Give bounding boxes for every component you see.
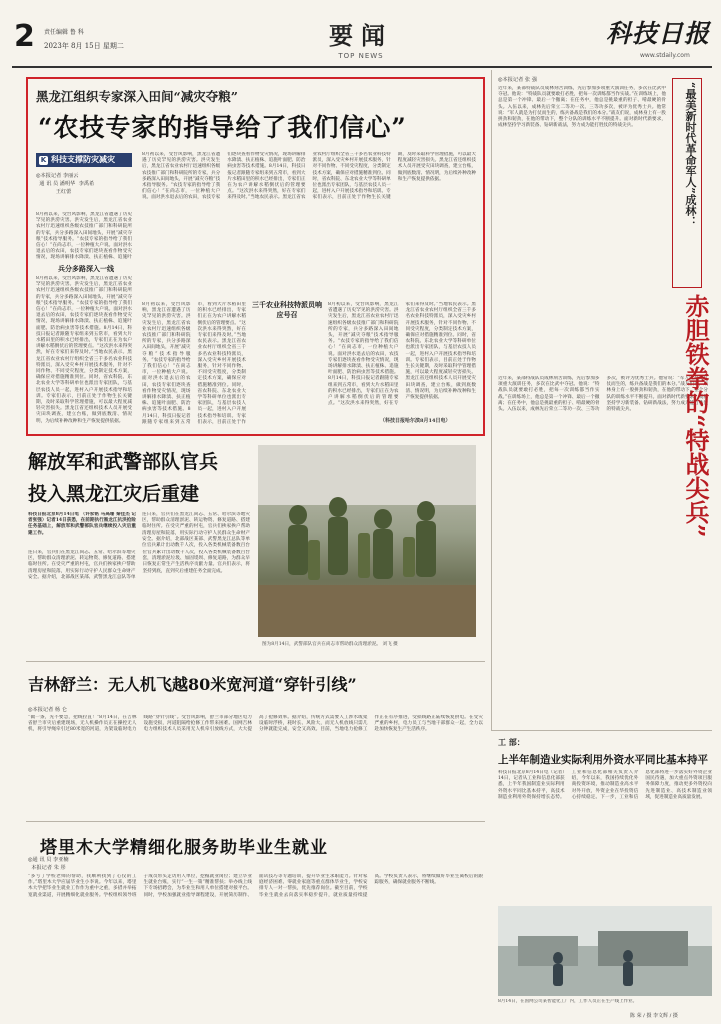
lead-body-lower-right: 8月初以来，受台风影响，黑龙江省遭遇了历史罕见的洪涝灾害。洪灾发生后，黑龙江省农业农村厅迅速组织各级农技推广部门和科研院所的专家，兵分多路深入田间地头，开展“减灾夺粮”技术指导服务。“农技专家的指导给了我们信心！”在尚志市，一位种植大户说。面对洪水退去后的农田，农技专家们逐块查看作物受灾情况，现场讲解排水降渍、扶正植株、追施叶面肥、防治病虫害等技术措施。8月14日，科技日报记者跟随专家组来到五常市，看到大片水稻田里的积水已经排出，专家们正在为农户讲解水稻倒伏后的管理要点。“这次洪水来得突然，好在专家们来得及时。”当地农民表示。黑龙江省农业农村厅组织全省三千多名农业科技特派员，深入受灾乡村开展技术服务，针对不同作物、不同受灾程度，分类制定技术方案，确保应对措施精准到位。同时，省农科院、东北农业大学等科研单位也派出专家团队，与基层农技人员一起，进村入户开展技术指导和培训。专家们表示，目前正处于作物生长关键期，及时采取科学管理措施，可以最大程度减轻灾害损失。黑龙江省还组织技术人员开展受灾田块调查，建立台账，做到底数清、情况明，为后续补种改种和生产恢复提供依据。 (328, 302, 476, 407)
k-logo-icon: K (40, 156, 47, 164)
topic-badge-label: 科技支撑防灾减灾 (51, 155, 115, 164)
shulan-body: “做一条，先不要急，把线拉直！”8月14日，在吉林省舒兰市灾后重建现场，无人机操作员正在操控无人机，将引导绳牵引过80米宽的河道，为架设临时电力线路“穿针引线”。受台风影响，舒兰市部分地区电力设施受损，河道阻隔给抢修工作带来困难。国网吉林电力组织技术人员采用无人机牵引放线方式，大大提高了抢修效率。据介绍，传统方式需要人工涉水或架设临时浮桥，耗时长、风险大，而无人机放线只需几分钟就能完成，安全又高效。目前，当地电力抢修工作正在有序推进，受损线路正陆续恢复供电。在受灾严重的乡村，电力员工与当地干部群众一起，全力以赴加快恢复生产生活秩序。 (28, 715, 483, 733)
lead-body: 8月初以来，受台风影响，黑龙江省遭遇了历史罕见的洪涝灾害。洪灾发生后，黑龙江省农业农村厅迅速组织各级农技推广部门和科研院所的专家，兵分多路深入田间地头，开展“减灾夺粮”技术指导服务。“农技专家的指导给了我们信心！”在尚志市，一位种植大户说。面对洪水退去后的农田，农技专家们逐块查看作物受灾情况，现场讲解排水降渍、扶正植株、追施叶面肥、防治病虫害等技术措施。8月14日，科技日报记者跟随专家组来到五常市，看到大片水稻田里的积水已经排出，专家们正在为农户讲解水稻倒伏后的管理要点。“这次洪水来得突然，好在专家们来得及时。”当地农民表示。黑龙江省农业农村厅组织全省三千多名农业科技特派员，深入受灾乡村开展技术服务，针对不同作物、不同受灾程度，分类制定技术方案，确保应对措施精准到位。同时，省农科院、东北农业大学等科研单位也派出专家团队，与基层农技人员一起，进村入户开展技术指导和培训。专家们表示，目前正处于作物生长关键期，及时采取科学管理措施，可以最大程度减轻灾害损失。黑龙江省还组织技术人员开展受灾田块调查，建立台账，做到底数清、情况明，为后续补种改种和生产恢复提供依据。 (142, 152, 476, 201)
pla-body: 连日来，官兵们在黑龙江尚志、五常、哈尔滨等地灾区，帮助群众清理淤泥、转运物资、修复道路、搭建临时住所。在受灾严重的村屯，官兵们挨家挨户帮助清理房屋和院落，用实际行动守护人民群众生命财产安全。据介绍，北部战区某部、武警黑龙江总队等单位官兵累计出动数千人次，投入各类机械装备数百台套，清理淤泥垃圾、加固堤坝、修复道路，为群众早日恢复正常生产生活秩序贡献力量。官兵们表示，将坚持到底，直到灾后重建任务全面完成。 (28, 550, 250, 580)
mfg-headline: 上半年制造业实际利用外资水平同比基本持平 (498, 754, 708, 766)
tarim-body: “多亏了学校老师的帮助，我顺利找到了心仪的工作。”塔里木大学应届毕业生小李说。今年以来，塔里木大学把毕业生就业工作作为重中之重，多措并举拓宽就业渠道，开展精细化就业服务。学校组织领导班子成员带头走访用人单位，挖掘就业岗位；建立毕业生就业台账，实行“一生一策”精准帮扶；举办线上线下专场招聘会，为毕业生和用人单位搭建对接平台。同时，学校加强就业指导课程建设，开展简历制作、面试技巧等专题培训，提升毕业生求职能力。针对家庭经济困难、零就业家庭等重点群体毕业生，学校安排专人一对一帮扶，优先推荐岗位。截至目前，学校毕业生就业去向落实率稳步提升，就业质量持续提高。学校负责人表示，将继续做好毕业生离校后的跟踪服务，确保就业服务不断线。 (28, 874, 483, 898)
sidebar-byline: ◎本报记者 张 强 (498, 77, 537, 83)
section-title: 要闻 (329, 21, 393, 50)
factory-photo-caption: 8月14日，在国网公司某智能化工厂内，工作人员正在生产线上作业。 (498, 999, 638, 1004)
divider-a3 (26, 661, 485, 662)
paper-url: www.stdaily.com (640, 52, 690, 59)
divider-a5 (26, 821, 485, 822)
topic-badge (36, 153, 132, 167)
shulan-byline: ◎本报记者 杨 仑 (28, 707, 67, 713)
lead-byline: ◎本报记者 李丽云 通 讯 员 潘明华 李禹希 王红蕾 (36, 173, 95, 195)
lead-col-1b: 8月初以来，受台风影响，黑龙江省遭遇了历史罕见的洪涝灾害。洪灾发生后，黑龙江省农业农村厅迅速组织各级农技推广部门和科研院所的专家，兵分多路深入田间地头，开展“减灾夺粮”技术指导服务。“农技专家的指导给了我们信心！”在尚志市，一位种植大户说。面对洪水退去后的农田，农技专家们逐块查看作物受灾情况，现场讲解排水降渍、扶正植株、追施叶面肥、防治病虫害等技术措施。8月14日，科技日报记者跟随专家组来到五常市，看到大片水稻田里的积水已经排出，专家们正在为农户讲解水稻倒伏后的管理要点。“这次洪水来得突然，好在专家们来得及时。”当地农民表示。黑龙江省农业农村厅组织全省三千多名农业科技特派员，深入受灾乡村开展技术服务，针对不同作物、不同受灾程度，分类制定技术方案，确保应对措施精准到位。同时，省农科院、东北农业大学等科研单位也派出专家团队，与基层农技人员一起，进村入户开展技术指导和培训。专家们表示，目前正处于作物生长关键期，及时采取科学管理措施，可以最大程度减轻灾害损失。黑龙江省还组织技术人员开展受灾田块调查，建立台账，做到底数清、情况明，为后续补种改种和生产恢复提供依据。 (36, 276, 132, 424)
divider-a4 (491, 730, 712, 731)
lead-kicker: 黑龙江组织专家深入田间“减灾夺粮” (36, 89, 238, 104)
tarim-byline: ◎通 讯 员 李亚楠 本报记者 朱 彤 (28, 857, 69, 871)
lead-subhead-2: 三千农业科技特派员响应号召 (252, 300, 322, 319)
lead-body-lower-left: 8月初以来，受台风影响，黑龙江省遭遇了历史罕见的洪涝灾害。洪灾发生后，黑龙江省农业农村厅迅速组织各级农技推广部门和科研院所的专家，兵分多路深入田间地头，开展“减灾夺粮”技术指导服务。“农技专家的指导给了我们信心！”在尚志市，一位种植大户说。面对洪水退去后的农田，农技专家们逐块查看作物受灾情况，现场讲解排水降渍、扶正植株、追施叶面肥、防治病虫害等技术措施。8月14日，科技日报记者跟随专家组来到五常市，看到大片水稻田里的积水已经排出，专家们正在为农户讲解水稻倒伏后的管理要点。“这次洪水来得突然，好在专家们来得及时。”当地农民表示。黑龙江省农业农村厅组织全省三千多名农业科技特派员，深入受灾乡村开展技术服务，针对不同作物、不同受灾程度，分类制定技术方案，确保应对措施精准到位。同时，省农科院、东北农业大学等科研单位也派出专家团队，与基层农技人员一起，进村入户开展技术指导和培训。专家们表示，目前正处于作 (142, 302, 246, 425)
pla-byline: 科技日报北京8月14日电 （许家铭 马高珊 秦佳杰 记者张强）记者14日获悉，在前期执行黑龙江抗洪抢险任务基础上，解放军和武警部队官兵继续投入灾后重建工作。 (28, 512, 136, 536)
tarim-headline: 塔里木大学精细化服务助毕业生就业 (40, 838, 328, 858)
masthead-logo: 科技日报 (606, 19, 711, 48)
soldiers-illustration (258, 445, 476, 637)
lead-col-1: 8月初以来，受台风影响，黑龙江省遭遇了历史罕见的洪涝灾害。洪灾发生后，黑龙江省农业农村厅迅速组织各级农技推广部门和科研院所的专家，兵分多路深入田间地头，开展“减灾夺粮”技术指导服务。“农技专家的指导给了我们信心！”在尚志市，一位种植大户说。面对洪水退去后的农田，农技专家们逐块查看作物受灾情况，现场讲解排水降渍、扶正植株、追施叶 (36, 212, 132, 260)
pla-headline-2: 投入黑龙江灾后重建 (28, 483, 200, 505)
page-number: 2 (14, 19, 35, 54)
page-header (0, 0, 721, 76)
sidebar-body-b: 近年来，某部特战队员成林刻苦训练，先后参加多项重大演训任务，多次在比武中夺冠。他说：“特战队员就要敢打必胜，把每一次训练都当作实战。”在训练场上，他总是第一个冲锋、最后一个撤离；在任务中，他总是挑最重的担子、啃最硬的骨头。入伍以来，成林先后荣立二等功一次、三等功多次，被评为优秀士兵。他常说：“军人就是为打仗而生的，练兵备战是我们的本分。”战友们说，成林身上有一股拼劲和韧劲，在他的带动下，整个分队的训练水平不断提升。面对新时代新要求，成林坚持学习新装备、钻研新战法，努力成为能打胜仗的特战尖兵。 (498, 376, 708, 413)
sidebar-divider (491, 70, 492, 730)
issue-date: 2023年 8月 15日 星期二 (44, 42, 124, 50)
sidebar-body-a: 近年来，某部特战队员成林刻苦训练，先后参加多项重大演训任务，多次在比武中夺冠。他说：“特战队员就要敢打必胜，把每一次训练都当作实战。”在训练场上，他总是第一个冲锋、最后一个撤离；在任务中，他总是挑最重的担子、啃最硬的骨头。入伍以来，成林先后荣立二等功一次、三等功多次，被评为优秀士兵。他常说：“军人就是为打仗而生的，练兵备战是我们的本分。”战友们说，成林身上有一股拼劲和韧劲，在他的带动下，整个分队的训练水平不断提升。面对新时代新要求，成林坚持学习新装备、钻研新战法，努力成为能打胜仗的特战尖兵。 (498, 86, 666, 129)
shulan-headline: 吉林舒兰：无人机飞越80米宽河道“穿针引线” (28, 675, 357, 694)
soldiers-photo (258, 445, 476, 637)
pla-headline-1: 解放军和武警部队官兵 (28, 451, 219, 473)
editor-line: 责任编辑 鲁 科 (44, 29, 84, 36)
lead-headline: “农技专家的指导给了我们信心” (38, 113, 407, 142)
sidebar-kicker-text: “最美新时代革命军人”成林： (684, 82, 697, 227)
section-subtitle: TOP NEWS (338, 52, 384, 60)
lead-footer: （科技日报哈尔滨8月14日电） (380, 418, 451, 424)
header-rule (12, 66, 712, 68)
soldiers-photo-caption: 图为8月14日，武警部队官兵在尚志市帮助群众清理淤泥。 刘飞 摄 (262, 642, 398, 647)
lead-subhead-1: 兵分多路深入一线 (58, 264, 114, 273)
page-footer-credit: 陈 荣 / 摄 李文辉 / 摄 (630, 1013, 678, 1019)
pla-body-top: 连日来，官兵们在黑龙江尚志、五常、哈尔滨等地灾区，帮助群众清理淤泥、转运物资、修复道路、搭建临时住所。在受灾严重的村屯，官兵们挨家挨户帮助清理房屋和院落，用实际行动守护人民群众生命财产安全。据介绍，北部战区某部、武警黑龙江总队等单位官兵累计出动数千人次，投入各类机械装备数百台 (142, 512, 250, 548)
factory-photo (498, 906, 712, 996)
factory-illustration (498, 906, 712, 996)
mfg-body: 科技日报北京8月14日电（记者）14日，记者从工业和信息化部获悉，上半年我国制造业实际利用外资水平同比基本持平，高技术制造业利用外资保持增长态势。工业和信息化部相关负责人介绍，今年以来，我国持续优化外商投资环境，推动制造业高水平对外开放，外资企业在华投资信心持续稳定。下一步，工业和信息化部将进一步落实好外资企业国民待遇，加大重点外资项目服务保障力度，推动更多外资投向先进制造业、高技术制造业领域，促进制造业高质量发展。 (498, 770, 712, 800)
sidebar-headline: 赤胆铁拳的“特战尖兵” (681, 294, 710, 538)
mfg-label: 工 部： (498, 737, 525, 747)
